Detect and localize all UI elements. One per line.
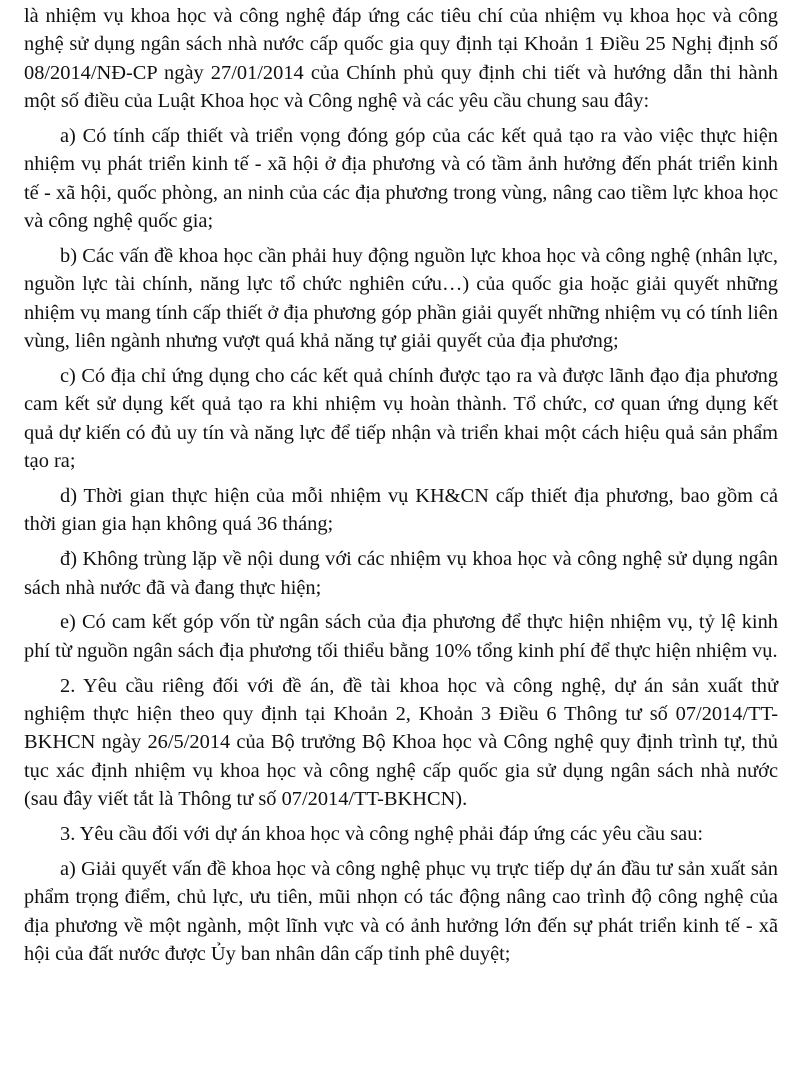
paragraph-section-3: 3. Yêu cầu đối với dự án khoa học và công nghệ phải đáp ứng các yêu cầu sau: (60, 823, 704, 846)
paragraph-item-b: b) Các vấn đề khoa học cần phải huy động nguồn lực khoa học và công nghệ (nhân lực, nguồn lực tài chính, năng lực tổ chức nghiên cứu…) của quốc gia hoặc giải quyết những nhiệm vụ mang tính cấp thiết ở địa phương góp phần giải quyết những nhiệm vụ có tính liên vùng, liên ngành nhưng vượt quá khả năng tự giải quyết của địa phương; (24, 245, 778, 353)
paragraph-section-3-item-a: a) Giải quyết vấn đề khoa học và công nghệ phục vụ trực tiếp dự án đầu tư sản xuất sản phẩm trọng điểm, chủ lực, ưu tiên, mũi nhọn có tác động nâng cao trình độ công nghệ của địa phương về một ngành, một lĩnh vực và có ảnh hưởng lớn đến sự phát triển kinh tế - xã hội của đất nước được Ủy ban nhân dân cấp tỉnh phê duyệt; (24, 857, 778, 966)
paragraph-intro: là nhiệm vụ khoa học và công nghệ đáp ứng các tiêu chí của nhiệm vụ khoa học và công nghệ sử dụng ngân sách nhà nước cấp quốc gia quy định tại Khoản 1 Điều 25 Nghị định số 08/2014/NĐ-CP ngày 27/01/2014 của Chính phủ quy định chi tiết và hướng dẫn thi hành một số điều của Luật Khoa học và Công nghệ và các yêu cầu chung sau đây: (24, 5, 778, 113)
paragraph-section-2: 2. Yêu cầu riêng đối với đề án, đề tài khoa học và công nghệ, dự án sản xuất thử nghiệm thực hiện theo quy định tại Khoản 2, Khoản 3 Điều 6 Thông tư số 07/2014/TT-BKHCN ngày 26/5/2014 của Bộ trưởng Bộ Khoa học và Công nghệ quy định trình tự, thủ tục xác định nhiệm vụ khoa học và công nghệ cấp quốc gia sử dụng ngân sách nhà nước (sau đây viết tắt là Thông tư số 07/2014/TT-BKHCN). (24, 674, 778, 811)
paragraph-item-dd: đ) Không trùng lặp về nội dung với các nhiệm vụ khoa học và công nghệ sử dụng ngân sách nhà nước đã và đang thực hiện; (24, 548, 778, 599)
paragraph-item-a: a) Có tính cấp thiết và triển vọng đóng góp của các kết quả tạo ra vào việc thực hiện nhiệm vụ phát triển kinh tế - xã hội ở địa phương và có tầm ảnh hưởng đến phát triển kinh tế - xã hội, quốc phòng, an ninh của các địa phương trong vùng, nâng cao tiềm lực khoa học và công nghệ quốc gia; (24, 125, 778, 233)
paragraph-item-e: e) Có cam kết góp vốn từ ngân sách của địa phương để thực hiện nhiệm vụ, tỷ lệ kinh phí từ nguồn ngân sách địa phương tối thiểu bằng 10% tổng kinh phí để thực hiện nhiệm vụ. (24, 611, 778, 662)
paragraph-item-c: c) Có địa chỉ ứng dụng cho các kết quả chính được tạo ra và được lãnh đạo địa phương cam kết sử dụng kết quả tạo ra khi nhiệm vụ hoàn thành. Tổ chức, cơ quan ứng dụng kết quả dự kiến có đủ uy tín và năng lực để tiếp nhận và triển khai một cách hiệu quả sản phẩm tạo ra; (24, 365, 778, 473)
document-page (24, 2, 778, 975)
paragraph-item-d: d) Thời gian thực hiện của mỗi nhiệm vụ KH&CN cấp thiết địa phương, bao gồm cả thời gian gia hạn không quá 36 tháng; (24, 485, 778, 536)
